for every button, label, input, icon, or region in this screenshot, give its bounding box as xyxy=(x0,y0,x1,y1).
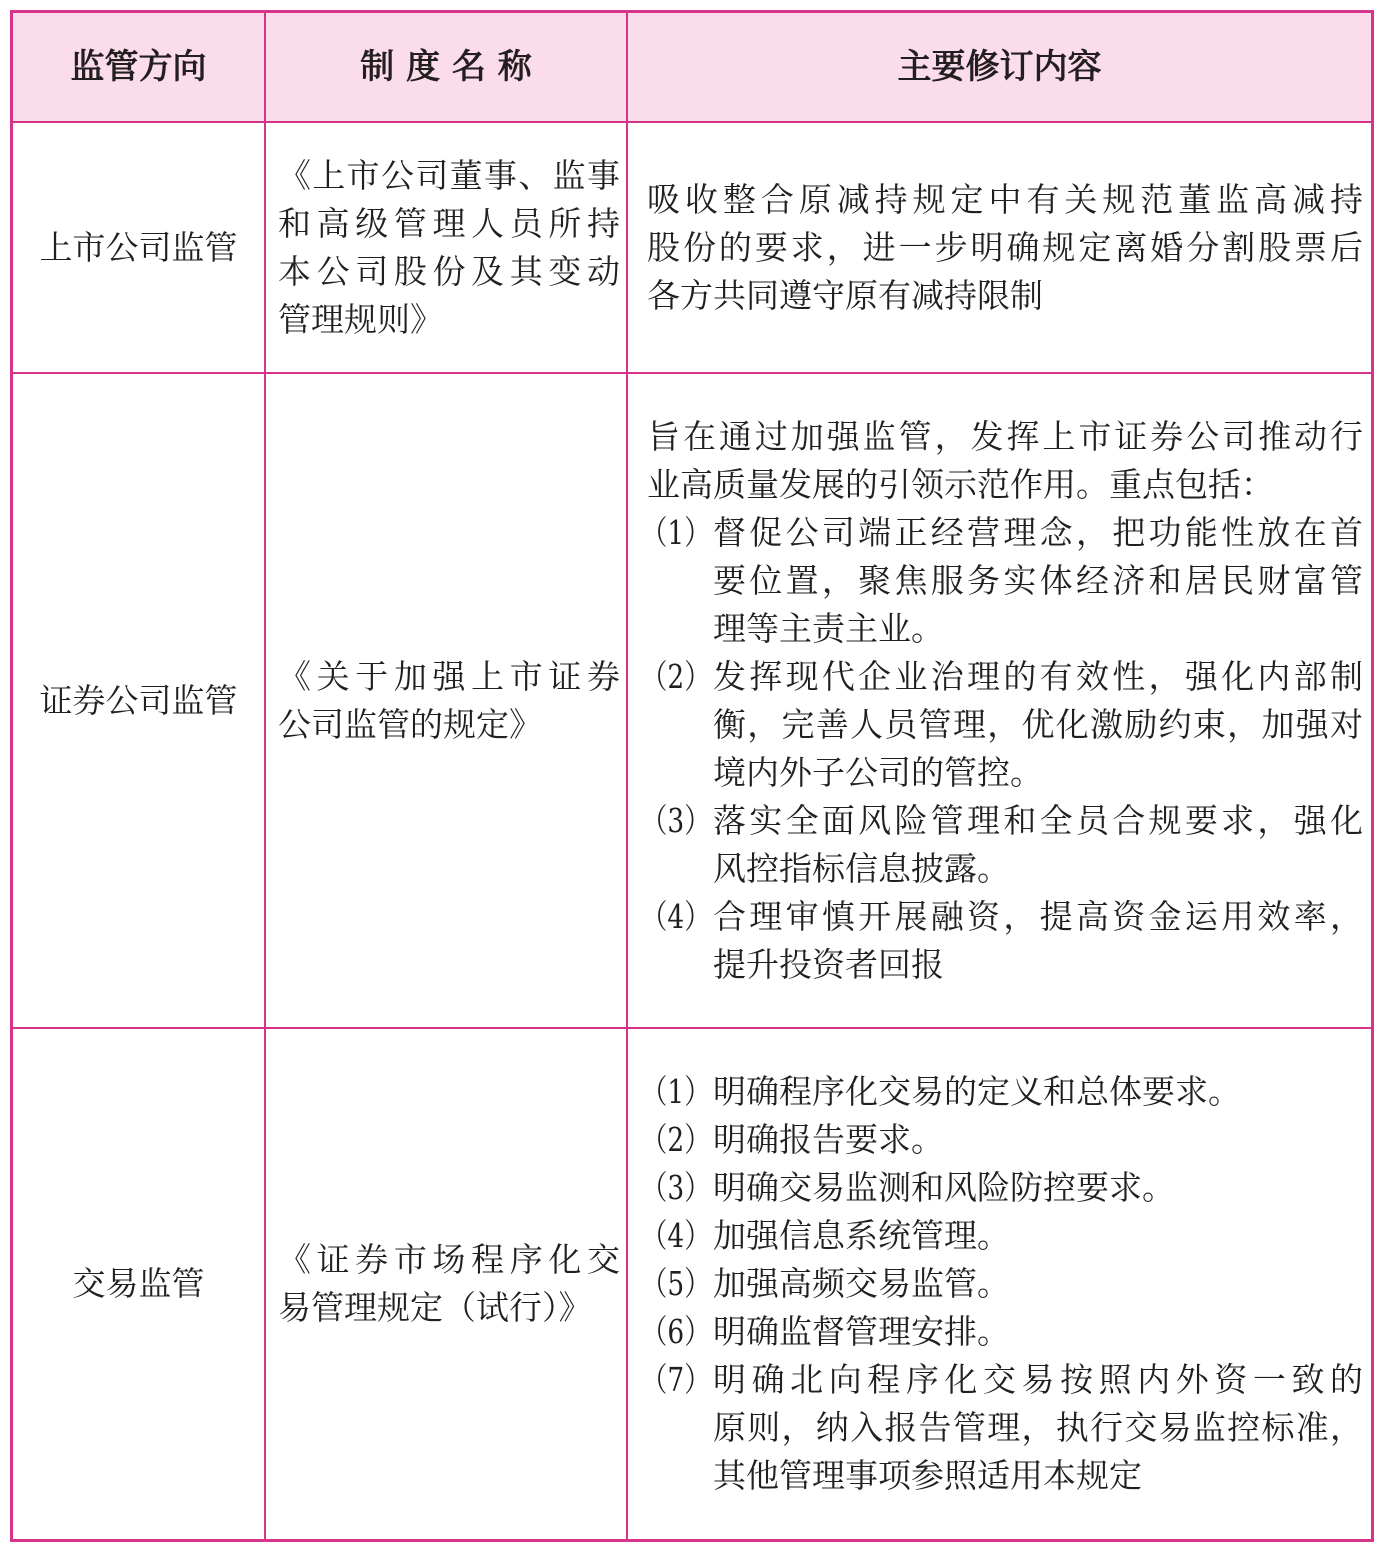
header-cell-regulation xyxy=(266,13,628,123)
regulation-cell xyxy=(266,123,628,374)
direction-cell xyxy=(13,1029,266,1539)
item-text xyxy=(713,1164,1363,1212)
regulation-title xyxy=(278,653,620,749)
item-number-box xyxy=(641,1164,713,1212)
item-text-line: 要位置，聚焦服务实体经济和居民财富管 xyxy=(713,560,1363,600)
item-text-line: 落实全面风险管理和全员合规要求，强化 xyxy=(713,800,1363,840)
revision-content-cell xyxy=(628,374,1371,1029)
item-number: （7） xyxy=(641,1360,711,1399)
item-text-line: 明确交易监测和风险防控要求。 xyxy=(713,1168,1175,1207)
item-number: （3） xyxy=(641,1168,711,1207)
regulation-title-line: 《上市公司董事、监事 xyxy=(278,155,620,195)
regulation-title-line: 易管理规定（试行）》 xyxy=(278,1288,592,1327)
revision-item xyxy=(641,1356,1363,1500)
item-text-line: 加强高频交易监管。 xyxy=(713,1264,1010,1303)
item-text xyxy=(713,1068,1363,1116)
item-number: （5） xyxy=(641,1264,711,1303)
item-text-line: 衡，完善人员管理，优化激励约束，加强对 xyxy=(713,704,1363,744)
direction-label: 证券公司监管 xyxy=(39,680,238,720)
item-number-box xyxy=(641,797,713,845)
item-text-line: 提升投资者回报 xyxy=(713,944,944,984)
header-cell-direction xyxy=(13,13,266,123)
revision-item xyxy=(641,653,1363,797)
item-text-line: 理等主责主业。 xyxy=(713,608,944,648)
item-text-line: 风控指标信息披露。 xyxy=(713,848,1010,888)
regulation-title-line: 本公司股份及其变动 xyxy=(278,251,620,291)
revision-summary xyxy=(647,176,1363,320)
item-number-box xyxy=(641,653,713,701)
item-number-box xyxy=(641,1212,713,1260)
item-text xyxy=(713,1212,1363,1260)
revision-item xyxy=(641,1308,1363,1356)
revision-summary-line: 业高质量发展的引领示范作用。重点包括： xyxy=(647,464,1274,504)
item-number-box xyxy=(641,1356,713,1404)
item-number-box xyxy=(641,1260,713,1308)
direction-label: 交易监管 xyxy=(72,1264,205,1303)
revision-content xyxy=(647,176,1363,320)
revision-item xyxy=(641,797,1363,893)
item-text-line: 加强信息系统管理。 xyxy=(713,1216,1010,1255)
item-text xyxy=(713,1308,1363,1356)
item-number: （1） xyxy=(641,512,711,552)
revision-summary-line: 各方共同遵守原有减持限制 xyxy=(647,275,1043,315)
item-text xyxy=(713,1356,1363,1500)
item-text xyxy=(713,1260,1363,1308)
item-text-line: 明确程序化交易的定义和总体要求。 xyxy=(713,1072,1241,1111)
revision-item xyxy=(641,1164,1363,1212)
item-text xyxy=(713,653,1363,797)
item-text-line: 合理审慎开展融资，提高资金运用效率， xyxy=(713,896,1363,936)
item-number: （1） xyxy=(641,1072,711,1111)
header-label-direction: 监管方向 xyxy=(70,47,207,87)
item-text-line: 明确报告要求。 xyxy=(713,1120,944,1159)
revision-item xyxy=(641,1068,1363,1116)
regulation-title-line: 和高级管理人员所持 xyxy=(278,203,620,243)
regulation-revision-table xyxy=(10,10,1374,1542)
header-label-regulation: 制 度 名 称 xyxy=(360,47,532,87)
regulation-title-line: 管理规则》 xyxy=(278,299,443,339)
item-text-line: 明确监督管理安排。 xyxy=(713,1312,1010,1351)
item-text xyxy=(713,797,1363,893)
direction-cell xyxy=(13,374,266,1029)
item-text-line: 督促公司端正经营理念，把功能性放在首 xyxy=(713,512,1363,552)
regulation-cell xyxy=(266,1029,628,1539)
revision-content xyxy=(641,1068,1363,1500)
revision-content xyxy=(641,413,1363,989)
revision-summary-line: 吸收整合原减持规定中有关规范董监高减持 xyxy=(647,179,1363,219)
item-number: （3） xyxy=(641,800,711,840)
item-number: （4） xyxy=(641,1216,711,1255)
revision-item xyxy=(641,1212,1363,1260)
regulation-title-line: 《关于加强上市证券 xyxy=(278,656,620,696)
direction-cell xyxy=(13,123,266,374)
revision-item xyxy=(641,1116,1363,1164)
revision-item xyxy=(641,1260,1363,1308)
revision-summary-line: 股份的要求，进一步明确规定离婚分割股票后 xyxy=(647,227,1363,267)
revision-summary-line: 旨在通过加强监管，发挥上市证券公司推动行 xyxy=(647,416,1363,456)
item-text xyxy=(713,509,1363,653)
item-number: （4） xyxy=(641,896,711,936)
item-text-line: 明确北向程序化交易按照内外资一致的 xyxy=(713,1360,1363,1399)
item-number-box xyxy=(641,1068,713,1116)
revision-content-cell xyxy=(628,123,1371,374)
item-number-box xyxy=(641,1308,713,1356)
revision-summary xyxy=(647,413,1363,509)
item-text-line: 原则，纳入报告管理，执行交易监控标准， xyxy=(713,1408,1363,1447)
item-number-box xyxy=(641,1116,713,1164)
regulation-cell xyxy=(266,374,628,1029)
item-text xyxy=(713,1116,1363,1164)
regulation-title xyxy=(278,1236,620,1332)
item-number: （6） xyxy=(641,1312,711,1351)
item-text xyxy=(713,893,1363,989)
regulation-title xyxy=(278,152,620,344)
direction-label: 上市公司监管 xyxy=(39,227,238,267)
item-text-line: 境内外子公司的管控。 xyxy=(713,752,1043,792)
item-number: （2） xyxy=(641,656,711,696)
item-number: （2） xyxy=(641,1120,711,1159)
revision-item xyxy=(641,509,1363,653)
revision-item xyxy=(641,893,1363,989)
revision-content-cell xyxy=(628,1029,1371,1539)
item-number-box xyxy=(641,893,713,941)
header-label-revision: 主要修订内容 xyxy=(897,47,1102,87)
item-text-line: 发挥现代企业治理的有效性，强化内部制 xyxy=(713,656,1363,696)
header-cell-revision xyxy=(628,13,1371,123)
item-text-line: 其他管理事项参照适用本规定 xyxy=(713,1456,1142,1495)
regulation-title-line: 《证券市场程序化交 xyxy=(278,1240,620,1279)
regulation-title-line: 公司监管的规定》 xyxy=(278,704,542,744)
item-number-box xyxy=(641,509,713,557)
